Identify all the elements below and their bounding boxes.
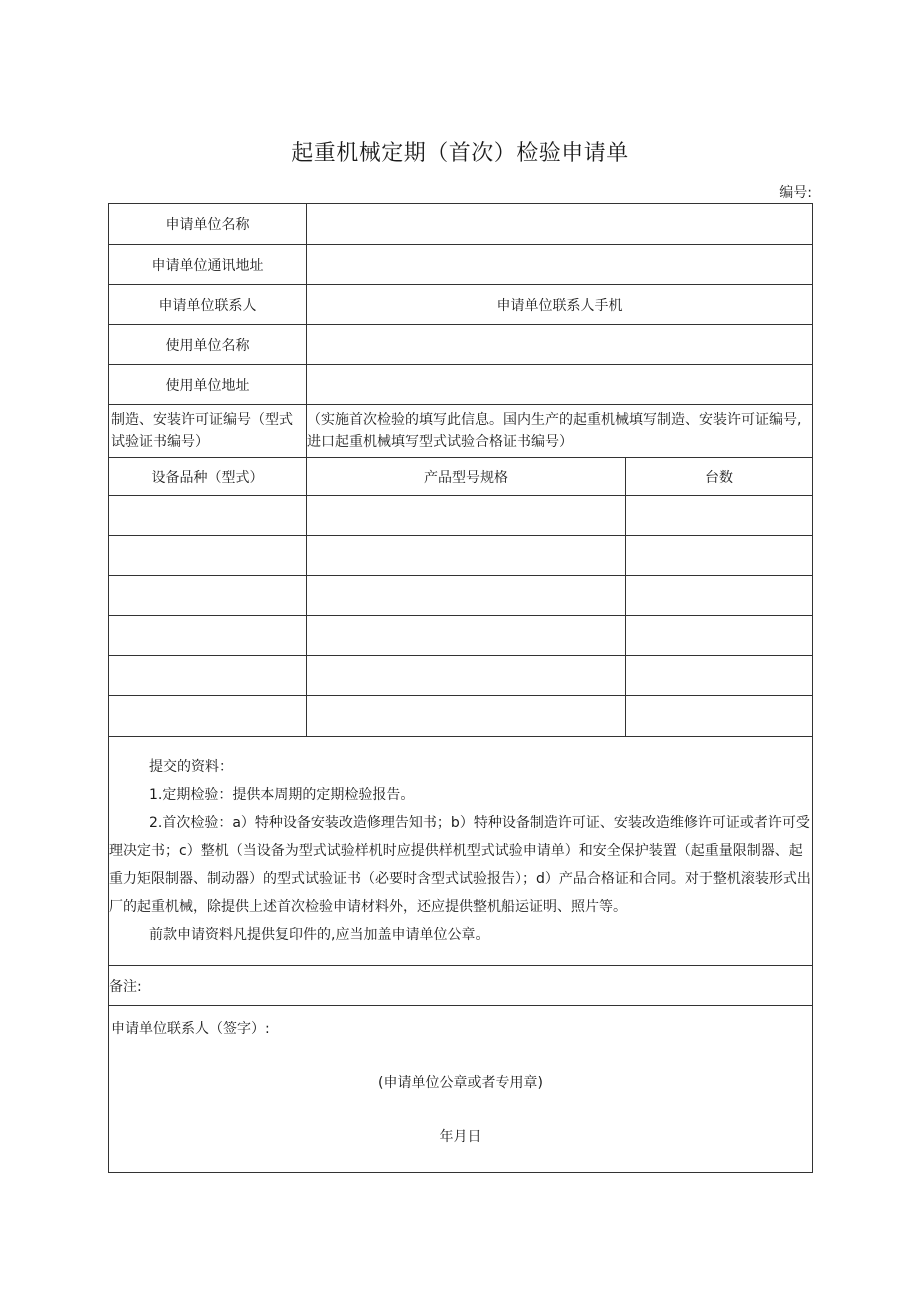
model-spec-cell[interactable]	[307, 496, 626, 536]
contact-signature-label: 申请单位联系人（签字）:	[111, 1021, 270, 1037]
quantity-cell[interactable]	[626, 696, 813, 737]
quantity-cell[interactable]	[626, 656, 813, 696]
applicant-name-field[interactable]	[307, 204, 813, 245]
applicant-address-label: 申请单位通讯地址	[109, 245, 307, 285]
table-row	[109, 536, 813, 576]
page-title: 起重机械定期（首次）检验申请单	[291, 141, 629, 166]
user-name-label: 使用单位名称	[109, 325, 307, 365]
model-spec-cell[interactable]	[307, 616, 626, 656]
equipment-type-cell[interactable]	[109, 696, 307, 737]
materials-item-periodic: 1.定期检验：提供本周期的定期检验报告。	[149, 787, 415, 803]
table-row	[109, 656, 813, 696]
equipment-type-cell[interactable]	[109, 536, 307, 576]
model-spec-header: 产品型号规格	[307, 458, 626, 496]
application-form	[108, 203, 813, 1173]
applicant-contact-mobile-label: 申请单位联系人手机	[307, 285, 813, 325]
materials-section	[109, 737, 813, 966]
quantity-cell[interactable]	[626, 496, 813, 536]
model-spec-cell[interactable]	[307, 536, 626, 576]
equipment-type-cell[interactable]	[109, 576, 307, 616]
table-row	[109, 576, 813, 616]
license-number-label: 制造、安装许可证编号（型式试验证书编号）	[109, 405, 307, 458]
license-number-note: （实施首次检验的填写此信息。国内生产的起重机械填写制造、安装许可证编号,进口起重机械填写型式试验合格证书编号）	[307, 405, 813, 458]
user-name-field[interactable]	[307, 325, 813, 365]
official-stamp-note: (申请单位公章或者专用章)	[378, 1075, 543, 1091]
equipment-type-header: 设备品种（型式）	[109, 458, 307, 496]
materials-heading: 提交的资料：	[149, 759, 233, 775]
quantity-cell[interactable]	[626, 616, 813, 656]
remarks-label: 备注:	[109, 978, 142, 995]
table-row	[109, 496, 813, 536]
applicant-address-field[interactable]	[307, 245, 813, 285]
equipment-type-cell[interactable]	[109, 616, 307, 656]
user-address-label: 使用单位地址	[109, 365, 307, 405]
quantity-cell[interactable]	[626, 536, 813, 576]
applicant-contact-label: 申请单位联系人	[109, 285, 307, 325]
materials-stamp-note: 前款申请资料凡提供复印件的,应当加盖申请单位公章。	[149, 927, 490, 943]
equipment-type-cell[interactable]	[109, 656, 307, 696]
applicant-name-label: 申请单位名称	[109, 204, 307, 245]
serial-number-label: 编号:	[779, 185, 812, 201]
model-spec-cell[interactable]	[307, 656, 626, 696]
materials-item-first: 2.首次检验：a）特种设备安装改造修理告知书；b）特种设备制造许可证、安装改造维修许可证或者许可受理决定书；c）整机（当设备为型式试验样机时应提供样机型式试验申请单）和安全保护装置（起重量限制器、起重力矩限制器、制动器）的型式试验证书（必要时含型式试验报告）；d）产品合格证和合同。对于整机滚装形式出厂的起重机械，除提供上述首次检验申请材料外，还应提供整机船运证明、照片等。	[109, 815, 811, 915]
user-address-field[interactable]	[307, 365, 813, 405]
model-spec-cell[interactable]	[307, 576, 626, 616]
remarks-cell[interactable]	[109, 966, 813, 1006]
equipment-type-cell[interactable]	[109, 496, 307, 536]
table-row	[109, 616, 813, 656]
table-row	[109, 696, 813, 737]
quantity-header: 台数	[626, 458, 813, 496]
quantity-cell[interactable]	[626, 576, 813, 616]
model-spec-cell[interactable]	[307, 696, 626, 737]
signature-section	[109, 1006, 813, 1173]
date-label: 年月日	[439, 1129, 482, 1145]
